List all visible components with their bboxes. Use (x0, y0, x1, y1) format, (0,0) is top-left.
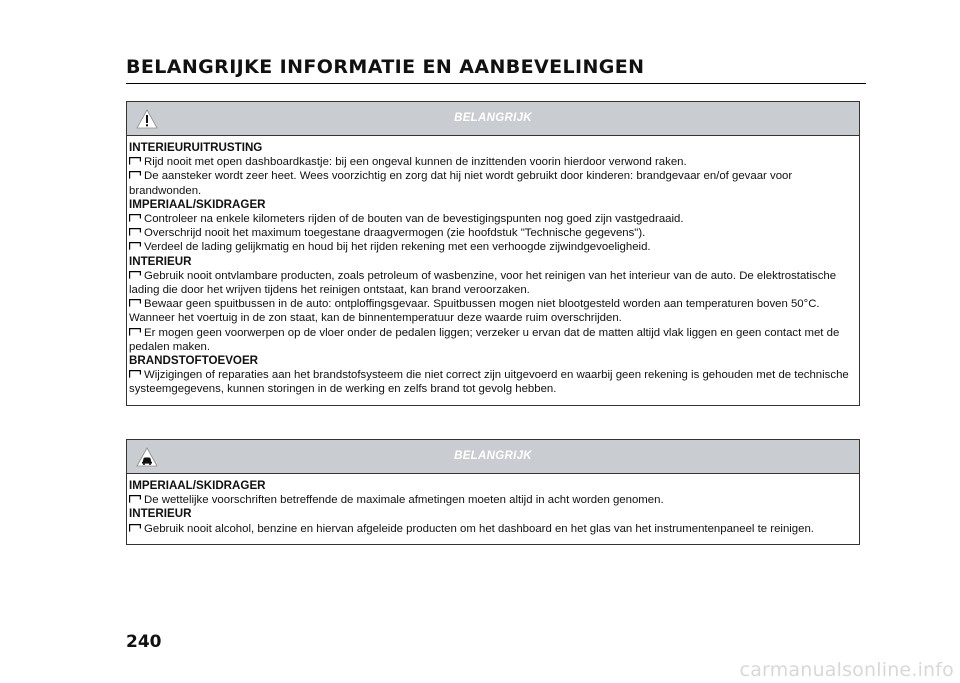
section-title: IMPERIAAL/SKIDRAGER (129, 479, 266, 492)
list-item: Verdeel de lading gelijkmatig en houd bij het rijden rekening met een verhoogde zijwindgevoeligheid. (129, 240, 856, 254)
section-title: BRANDSTOFTOEVOER (129, 354, 259, 368)
page-title: BELANGRIJKE INFORMATIE EN AANBEVELINGEN (126, 56, 645, 78)
box-label: BELANGRIJK (454, 112, 532, 124)
list-item: Er mogen geen voorwerpen op de vloer onder de pedalen liggen; verzeker u ervan dat de matten altijd vlak liggen en geen contact met de pedalen maken. (129, 326, 840, 353)
bullet-icon (129, 524, 141, 532)
warning-box-2 (126, 439, 860, 545)
bullet-icon (129, 228, 141, 236)
list-item: Wijzigingen of reparaties aan het brandstofsysteem die niet correct zijn uitgevoerd en waarbij geen rekening is gehouden met de technische systeemgegevens, kunnen storingen in de werking en zelfs brand tot gevolg hebben. (129, 369, 849, 396)
box-label: BELANGRIJK (454, 450, 532, 462)
section-title: INTERIEUR (129, 254, 192, 268)
bullet-icon (129, 328, 141, 336)
bullet-icon (129, 214, 141, 222)
watermark: carmanualsonline.info (739, 659, 954, 681)
list-item: Gebruik nooit ontvlambare producten, zoals petroleum of wasbenzine, voor het reinigen van het interieur van de auto. De elektrostatische lading die door het wrijven tijdens het reinigen ontstaat, kan brand veroorzaken. (129, 269, 837, 297)
warning-box-header (127, 102, 859, 136)
bullet-icon (129, 299, 141, 307)
list-item: Bewaar geen spuitbussen in de auto: ontploffingsgevaar. Spuitbussen mogen niet blootgesteld worden aan temperaturen boven 50°C. Wanneer het voertuig in de zon staat, kan de binnentemperatuur deze waarde ruim overschrijden. (129, 298, 820, 325)
bullet-icon (129, 370, 141, 378)
list-item: Controleer na enkele kilometers rijden of de bouten van de bevestigingspunten nog goed zijn vastgedraaid. (129, 212, 856, 226)
bullet-icon (129, 242, 141, 250)
list-item: Rijd nooit met open dashboardkastje: bij een ongeval kunnen de inzittenden voorin hierdoor verwond raken. (129, 155, 856, 169)
bullet-icon (129, 157, 141, 165)
section-title: IMPERIAAL/SKIDRAGER (129, 197, 266, 211)
bullet-icon (129, 271, 141, 279)
list-item: Gebruik nooit alcohol, benzine en hiervan afgeleide producten om het dashboard en het glas van het instrumentenpaneel te reinigen. (129, 522, 856, 536)
warning-box-body (127, 136, 859, 405)
list-item: De wettelijke voorschriften betreffende de maximale afmetingen moeten altijd in acht worden genomen. (129, 493, 856, 507)
list-item: Overschrijd nooit het maximum toegestane draagvermogen (zie hoofdstuk "Technische gegevens"). (129, 226, 856, 240)
page-header (126, 56, 866, 84)
list-item: De aansteker wordt zeer heet. Wees voorzichtig en zorg dat hij niet wordt gebruikt door kinderen: brandgevaar en/of gevaar voor brandwonden. (129, 170, 793, 197)
bullet-icon (129, 171, 141, 179)
warning-box-header (127, 440, 859, 474)
section-title: INTERIEUR (129, 507, 192, 521)
warning-box-body (127, 474, 859, 544)
header-rule (126, 83, 866, 84)
bullet-icon (129, 495, 141, 503)
warning-box-1 (126, 101, 860, 406)
page-number: 240 (126, 632, 162, 652)
section-title: INTERIEURUITRUSTING (129, 141, 263, 154)
